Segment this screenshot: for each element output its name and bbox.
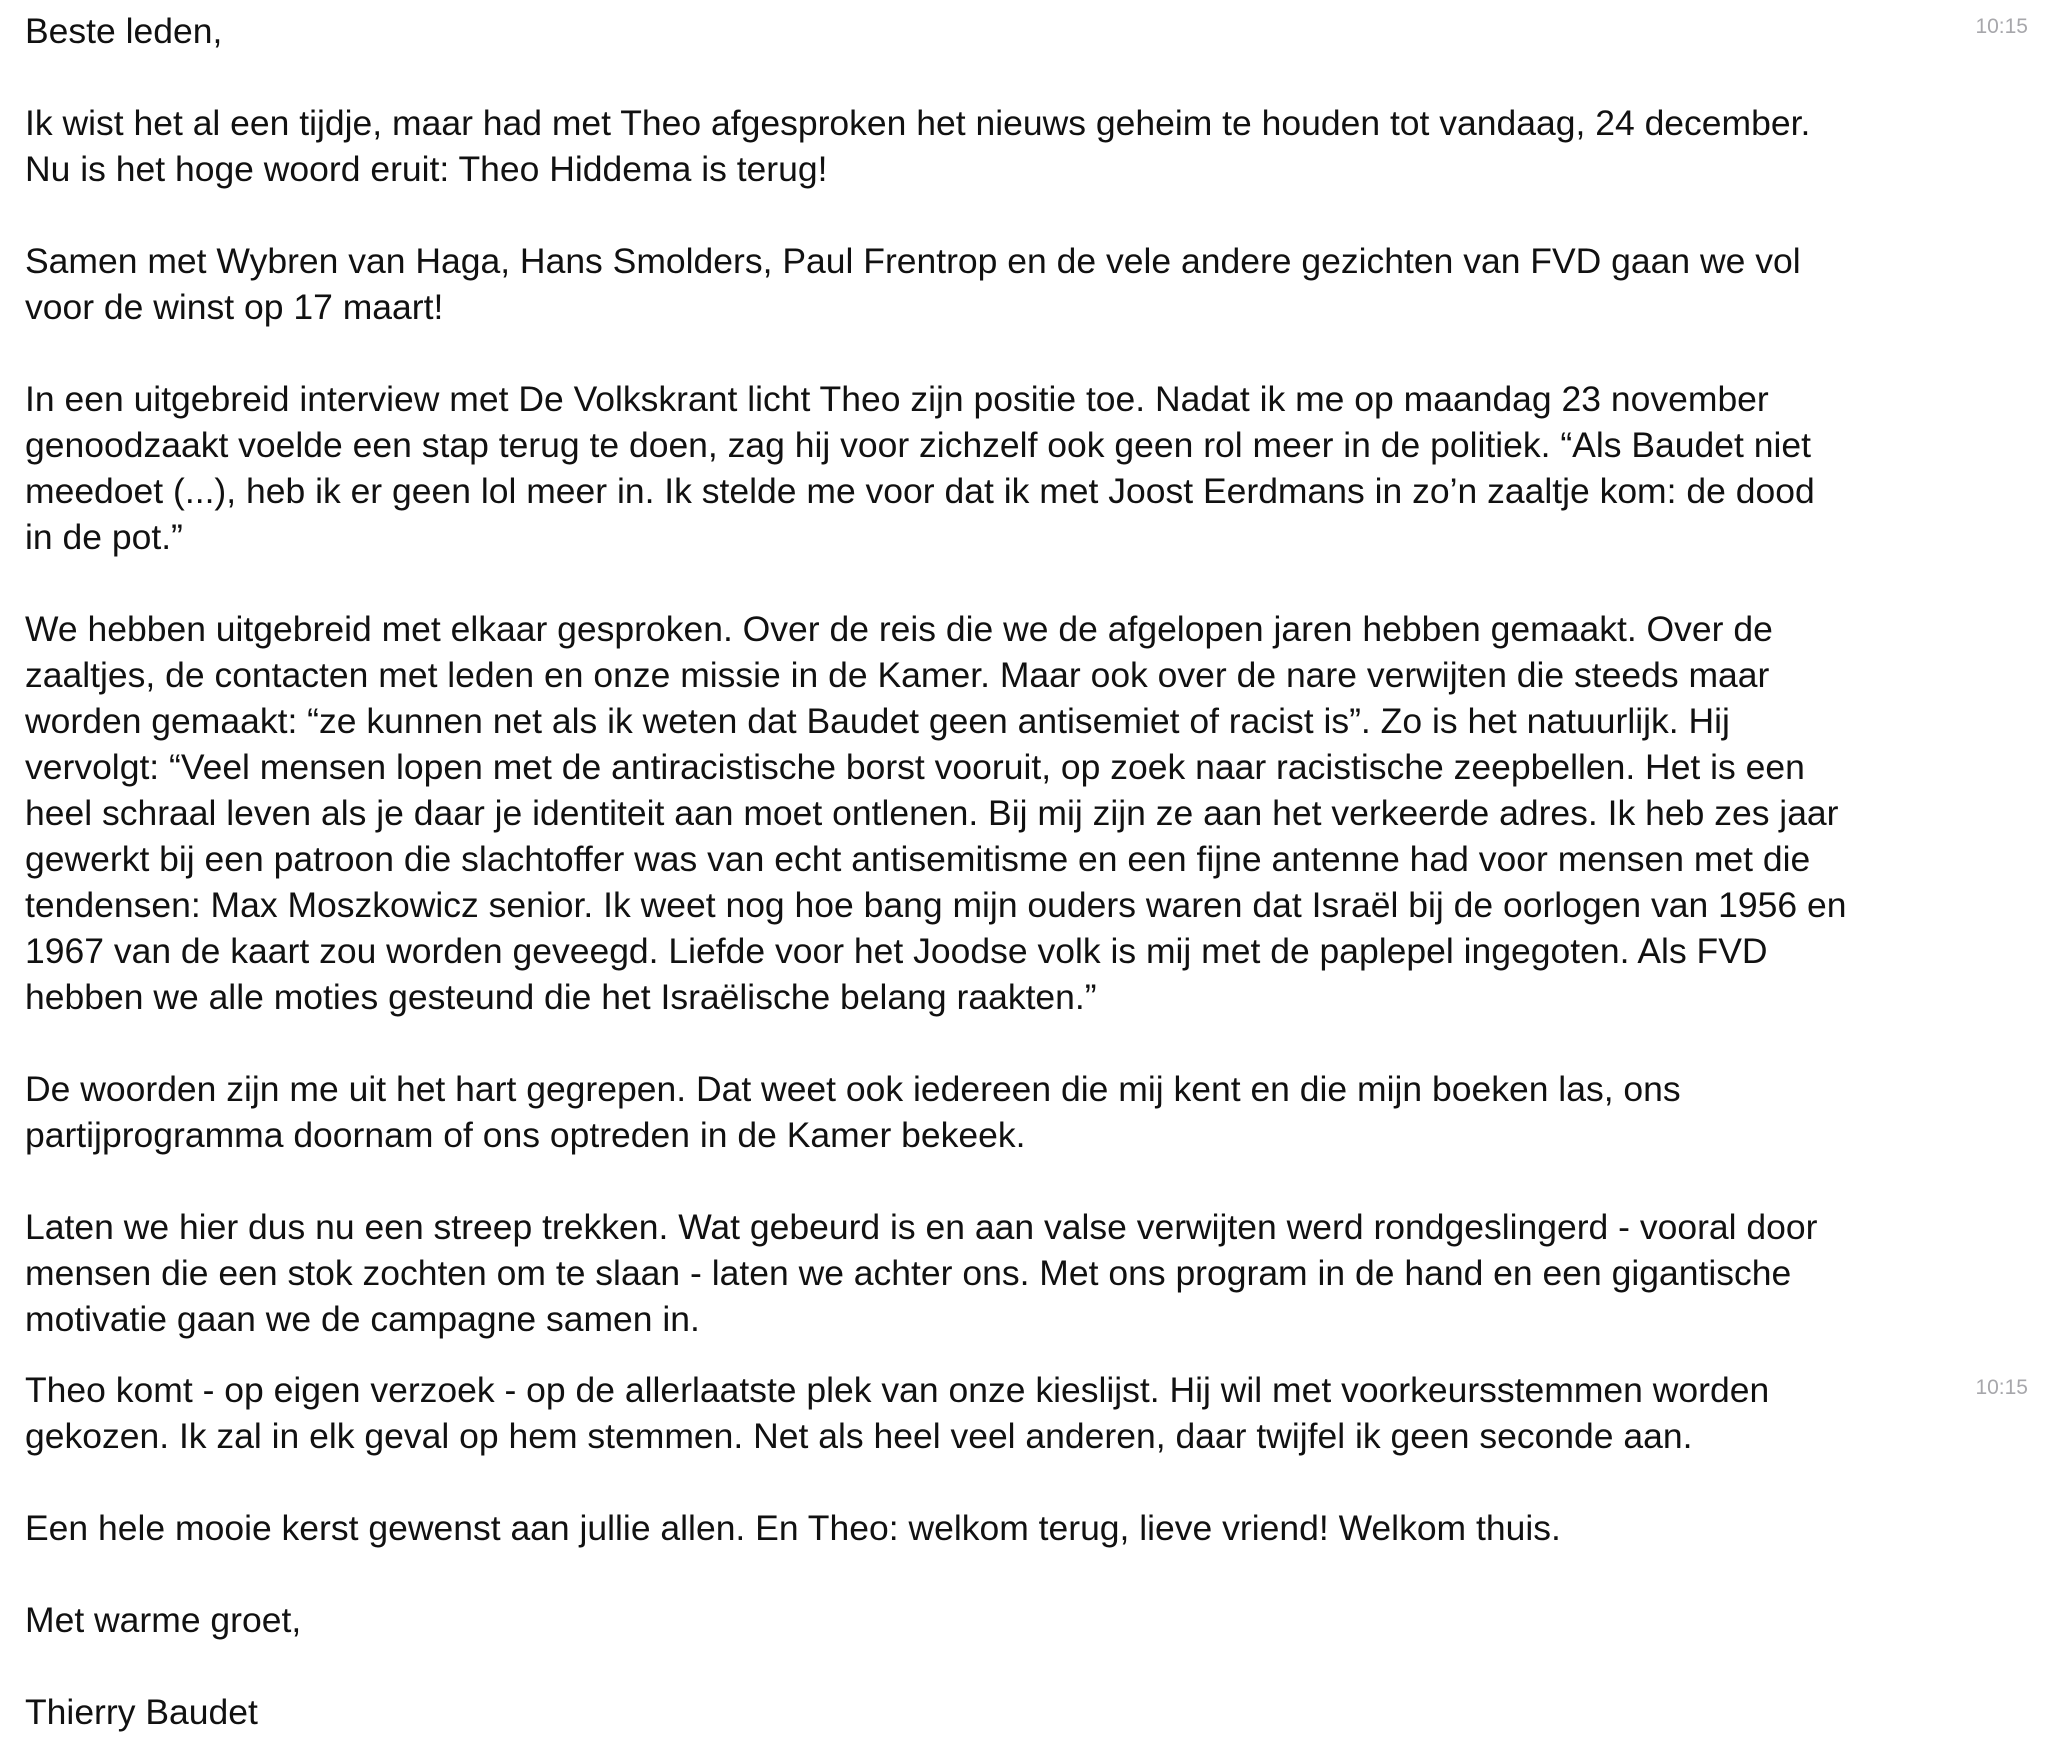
message-text-line: in de pot.” <box>25 517 183 557</box>
message-text-line: Nu is het hoge woord eruit: Theo Hiddema is terug! <box>25 149 828 189</box>
message-timestamp-2: 10:15 <box>1975 1376 2028 1399</box>
message-paragraph <box>25 606 1925 1020</box>
message-text-line: heel schraal leven als je daar je identiteit aan moet ontlenen. Bij mij zijn ze aan het verkeerde adres. Ik heb zes jaar <box>25 793 1839 833</box>
message-text-line: De woorden zijn me uit het hart gegrepen. Dat weet ook iedereen die mij kent en die mijn boeken las, ons <box>25 1069 1681 1109</box>
message-text-line: tendensen: Max Moszkowicz senior. Ik weet nog hoe bang mijn ouders waren dat Israël bij de oorlogen van 1956 en <box>25 885 1847 925</box>
message-paragraph <box>25 376 1925 560</box>
message-text-line: Theo komt - op eigen verzoek - op de allerlaatste plek van onze kieslijst. Hij wil met voorkeursstemmen worden <box>25 1370 1770 1410</box>
message-text-line: Beste leden, <box>25 11 223 51</box>
message-text-line: gekozen. Ik zal in elk geval op hem stemmen. Net als heel veel anderen, daar twijfel ik geen seconde aan. <box>25 1416 1693 1456</box>
message-text-line: partijprogramma doornam of ons optreden in de Kamer bekeek. <box>25 1115 1026 1155</box>
message-text-line: We hebben uitgebreid met elkaar gesproken. Over de reis die we de afgelopen jaren hebben gemaakt. Over de <box>25 609 1773 649</box>
message-text-line: 1967 van de kaart zou worden geveegd. Liefde voor het Joodse volk is mij met de paplepel ingegoten. Als FVD <box>25 931 1768 971</box>
message-paragraph <box>25 8 1925 54</box>
message-text-line: motivatie gaan we de campagne samen in. <box>25 1299 700 1339</box>
message-text-line: voor de winst op 17 maart! <box>25 287 444 327</box>
message-text-line: Laten we hier dus nu een streep trekken. Wat gebeurd is en aan valse verwijten werd rondgeslingerd - vooral door <box>25 1207 1818 1247</box>
message-paragraph <box>25 238 1925 330</box>
message-text-line: meedoet (...), heb ik er geen lol meer in. Ik stelde me voor dat ik met Joost Eerdmans in zo’n zaaltje kom: de dood <box>25 471 1815 511</box>
message-text-line: worden gemaakt: “ze kunnen net als ik weten dat Baudet geen antisemiet of racist is”. Zo is het natuurlijk. Hij <box>25 701 1730 741</box>
message-text-line: Samen met Wybren van Haga, Hans Smolders, Paul Frentrop en de vele andere gezichten van FVD gaan we vol <box>25 241 1801 281</box>
message-paragraph <box>25 1367 1925 1459</box>
message-text-line: genoodzaakt voelde een stap terug te doen, zag hij voor zichzelf ook geen rol meer in de politiek. “Als Baudet niet <box>25 425 1811 465</box>
message-text-line: zaaltjes, de contacten met leden en onze missie in de Kamer. Maar ook over de nare verwijten die steeds maar <box>25 655 1770 695</box>
message-paragraph <box>25 1066 1925 1158</box>
message-text-line: In een uitgebreid interview met De Volkskrant licht Theo zijn positie toe. Nadat ik me op maandag 23 november <box>25 379 1769 419</box>
message-timestamp-1: 10:15 <box>1975 15 2028 38</box>
message-text-line: Thierry Baudet <box>25 1692 258 1732</box>
message-bubble-2[interactable] <box>25 1367 1925 1735</box>
message-text-line: Met warme groet, <box>25 1600 302 1640</box>
message-text-line: vervolgt: “Veel mensen lopen met de antiracistische borst vooruit, op zoek naar racistische zeepbellen. Het is een <box>25 747 1805 787</box>
message-text-line: gewerkt bij een patroon die slachtoffer was van echt antisemitisme en een fijne antenne had voor mensen met die <box>25 839 1811 879</box>
message-paragraph <box>25 100 1925 192</box>
message-paragraph <box>25 1505 1925 1551</box>
message-text-line: Ik wist het al een tijdje, maar had met Theo afgesproken het nieuws geheim te houden tot vandaag, 24 december. <box>25 103 1811 143</box>
message-bubble-1[interactable] <box>25 8 1925 1342</box>
message-paragraph <box>25 1689 1925 1735</box>
message-paragraph <box>25 1597 1925 1643</box>
message-text-line: mensen die een stok zochten om te slaan - laten we achter ons. Met ons program in de hand en een gigantische <box>25 1253 1792 1293</box>
message-text-line: hebben we alle moties gesteund die het Israëlische belang raakten.” <box>25 977 1097 1017</box>
message-text-line: Een hele mooie kerst gewenst aan jullie allen. En Theo: welkom terug, lieve vriend! Welkom thuis. <box>25 1508 1561 1548</box>
message-paragraph <box>25 1204 1925 1342</box>
